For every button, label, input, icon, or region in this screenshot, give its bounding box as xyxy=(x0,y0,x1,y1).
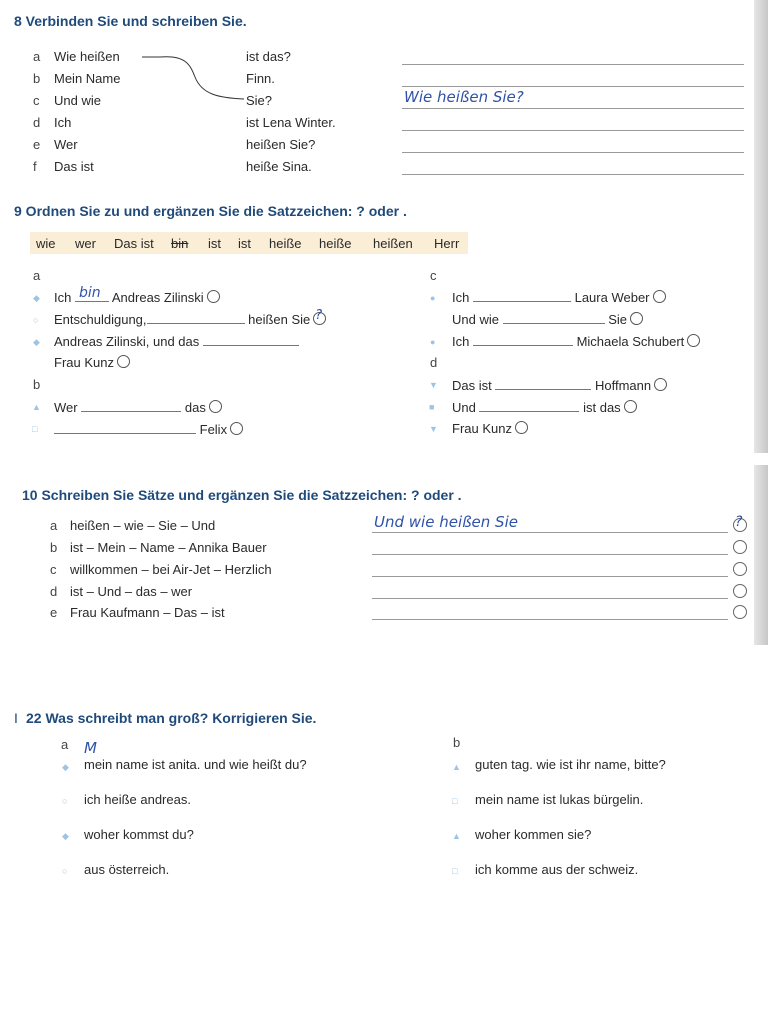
row-letter: a xyxy=(50,518,58,533)
punctuation-circle[interactable] xyxy=(230,422,243,435)
exercise-8-title: 8 Verbinden Sie und schreiben Sie. xyxy=(14,13,247,29)
part-label-b: b xyxy=(453,735,461,750)
punctuation-circle[interactable] xyxy=(117,355,130,368)
punctuation-circle[interactable]: ? xyxy=(733,518,747,532)
row-letter: a xyxy=(33,49,41,64)
answer-line[interactable] xyxy=(402,64,744,65)
punctuation-circle[interactable] xyxy=(515,421,528,434)
left-phrase: Ich xyxy=(54,115,72,130)
triangle-icon: ▲ xyxy=(452,762,461,772)
triangle-down-icon: ▼ xyxy=(429,424,438,434)
fill-blank[interactable] xyxy=(503,311,605,324)
handwritten-correction: M xyxy=(84,739,97,757)
row-letter: f xyxy=(33,159,37,174)
dialogue-line: Frau Kunz xyxy=(452,421,528,436)
right-phrase: ist das? xyxy=(246,49,291,64)
row-letter: b xyxy=(33,71,41,86)
triangle-icon: ▲ xyxy=(32,402,41,412)
punctuation-circle[interactable] xyxy=(653,290,666,303)
scrambled-words: ist – Und – das – wer xyxy=(70,584,193,599)
row-letter: e xyxy=(50,605,58,620)
dialogue-line: Ich Michaela Schubert xyxy=(452,333,700,349)
diamond-icon: ◆ xyxy=(62,762,69,772)
answer-line[interactable] xyxy=(372,554,728,555)
page-gap xyxy=(0,453,768,465)
word-chip: wie xyxy=(36,236,56,251)
exercise-22-title: 22 Was schreibt man groß? Korrigieren Sie. xyxy=(26,710,317,726)
dialogue-line: Das ist Hoffmann xyxy=(452,377,667,393)
right-phrase: heißen Sie? xyxy=(246,137,316,152)
page-edge-shadow xyxy=(754,0,768,645)
fill-blank[interactable] xyxy=(147,311,245,324)
word-box xyxy=(30,232,468,254)
part-label-a: a xyxy=(61,737,69,752)
exercise-10-title: 10 Schreiben Sie Sätze und ergänzen Sie die Satzzeichen: ? oder . xyxy=(22,487,462,503)
row-letter: c xyxy=(50,562,57,577)
fill-blank[interactable] xyxy=(75,285,109,302)
punctuation-circle[interactable] xyxy=(733,562,747,576)
right-phrase: heiße Sina. xyxy=(246,159,312,174)
part-label-a: a xyxy=(33,268,41,283)
dot-icon: ● xyxy=(430,337,436,347)
word-chip-used: bin xyxy=(171,236,189,251)
lowercase-sentence: aus österreich. xyxy=(84,862,170,877)
diamond-icon: ◆ xyxy=(62,831,69,841)
circle-icon: ○ xyxy=(33,315,39,325)
part-label-d: d xyxy=(430,355,438,370)
fill-blank[interactable] xyxy=(479,399,579,412)
punctuation-circle[interactable] xyxy=(733,605,747,619)
fill-blank[interactable] xyxy=(81,399,181,412)
answer-line[interactable] xyxy=(402,108,744,109)
lowercase-sentence: woher kommst du? xyxy=(84,827,194,842)
connecting-line xyxy=(140,52,250,104)
scrambled-words: willkommen – bei Air-Jet – Herzlich xyxy=(70,562,272,577)
answer-line[interactable] xyxy=(402,86,744,87)
word-chip: Das ist xyxy=(114,236,154,251)
punctuation-circle[interactable] xyxy=(207,290,220,303)
fill-blank[interactable] xyxy=(473,289,571,302)
lowercase-sentence: mein name ist anita. und wie heißt du? xyxy=(84,757,307,772)
answer-line[interactable] xyxy=(402,174,744,175)
left-phrase: Wie heißen xyxy=(54,49,120,64)
part-label-c: c xyxy=(430,268,437,283)
answer-line[interactable] xyxy=(402,130,744,131)
lowercase-sentence: ich komme aus der schweiz. xyxy=(475,862,639,877)
punctuation-circle[interactable]: ? xyxy=(313,312,326,325)
scrambled-words: Frau Kaufmann – Das – ist xyxy=(70,605,225,620)
dialogue-line: Andreas Zilinski, und das xyxy=(54,333,299,349)
punctuation-circle[interactable] xyxy=(733,584,747,598)
word-chip: heiße xyxy=(319,236,352,251)
dot-icon: ● xyxy=(430,293,436,303)
word-chip: heiße xyxy=(269,236,302,251)
right-phrase: ist Lena Winter. xyxy=(246,115,336,130)
lowercase-sentence: ich heiße andreas. xyxy=(84,792,191,807)
dialogue-line: Felix xyxy=(54,421,243,437)
exercise-9-title: 9 Ordnen Sie zu und ergänzen Sie die Satzzeichen: ? oder . xyxy=(14,203,407,219)
scrambled-words: heißen – wie – Sie – Und xyxy=(70,518,216,533)
diamond-icon: ◆ xyxy=(33,337,40,347)
dialogue-line: Und ist das xyxy=(452,399,637,415)
punctuation-circle[interactable] xyxy=(654,378,667,391)
word-chip: ist xyxy=(238,236,251,251)
fill-blank[interactable] xyxy=(473,333,573,346)
row-letter: b xyxy=(50,540,58,555)
handwritten-answer: Und wie heißen Sie xyxy=(374,513,518,531)
dialogue-line: Ich bin Andreas Zilinski xyxy=(54,289,220,305)
triangle-down-icon: ▼ xyxy=(429,380,438,390)
circle-icon: ○ xyxy=(62,866,68,876)
punctuation-circle[interactable] xyxy=(687,334,700,347)
dialogue-line: Entschuldigung, heißen Sie ? xyxy=(54,311,326,327)
square-icon: □ xyxy=(452,866,458,876)
left-phrase: Wer xyxy=(54,137,78,152)
right-phrase: Finn. xyxy=(246,71,275,86)
row-letter: c xyxy=(33,93,40,108)
handwritten-answer: Wie heißen Sie? xyxy=(404,88,524,106)
square-icon: □ xyxy=(452,796,458,806)
answer-line[interactable] xyxy=(372,598,728,599)
lowercase-sentence: mein name ist lukas bürgelin. xyxy=(475,792,644,807)
punctuation-circle[interactable] xyxy=(733,540,747,554)
circle-icon: ○ xyxy=(62,796,68,806)
left-phrase: Und wie xyxy=(54,93,101,108)
square-icon: ■ xyxy=(429,402,435,412)
row-letter: e xyxy=(33,137,41,152)
section-bar: I xyxy=(14,710,18,726)
lowercase-sentence: guten tag. wie ist ihr name, bitte? xyxy=(475,757,666,772)
dialogue-line: Frau Kunz xyxy=(54,355,130,370)
word-chip: ist xyxy=(208,236,221,251)
dialogue-line: Und wie Sie xyxy=(452,311,643,327)
punctuation-circle[interactable] xyxy=(630,312,643,325)
triangle-icon: ▲ xyxy=(452,831,461,841)
answer-line[interactable] xyxy=(372,532,728,533)
scrambled-words: ist – Mein – Name – Annika Bauer xyxy=(70,540,267,555)
diamond-icon: ◆ xyxy=(33,293,40,303)
fill-blank[interactable] xyxy=(54,421,196,434)
punctuation-circle[interactable] xyxy=(624,400,637,413)
square-icon: □ xyxy=(32,424,38,434)
left-phrase: Das ist xyxy=(54,159,94,174)
lowercase-sentence: woher kommen sie? xyxy=(475,827,592,842)
word-chip: Herr xyxy=(434,236,460,251)
fill-blank[interactable] xyxy=(203,333,299,346)
answer-line[interactable] xyxy=(372,576,728,577)
row-letter: d xyxy=(33,115,41,130)
row-letter: d xyxy=(50,584,58,599)
answer-line[interactable] xyxy=(402,152,744,153)
word-chip: heißen xyxy=(373,236,413,251)
punctuation-circle[interactable] xyxy=(209,400,222,413)
dialogue-line: Ich Laura Weber xyxy=(452,289,666,305)
part-label-b: b xyxy=(33,377,41,392)
dialogue-line: Wer das xyxy=(54,399,222,415)
handwritten-fill: bin xyxy=(78,285,101,301)
right-phrase: Sie? xyxy=(246,93,273,108)
answer-line[interactable] xyxy=(372,619,728,620)
fill-blank[interactable] xyxy=(495,377,591,390)
left-phrase: Mein Name xyxy=(54,71,121,86)
word-chip: wer xyxy=(75,236,96,251)
